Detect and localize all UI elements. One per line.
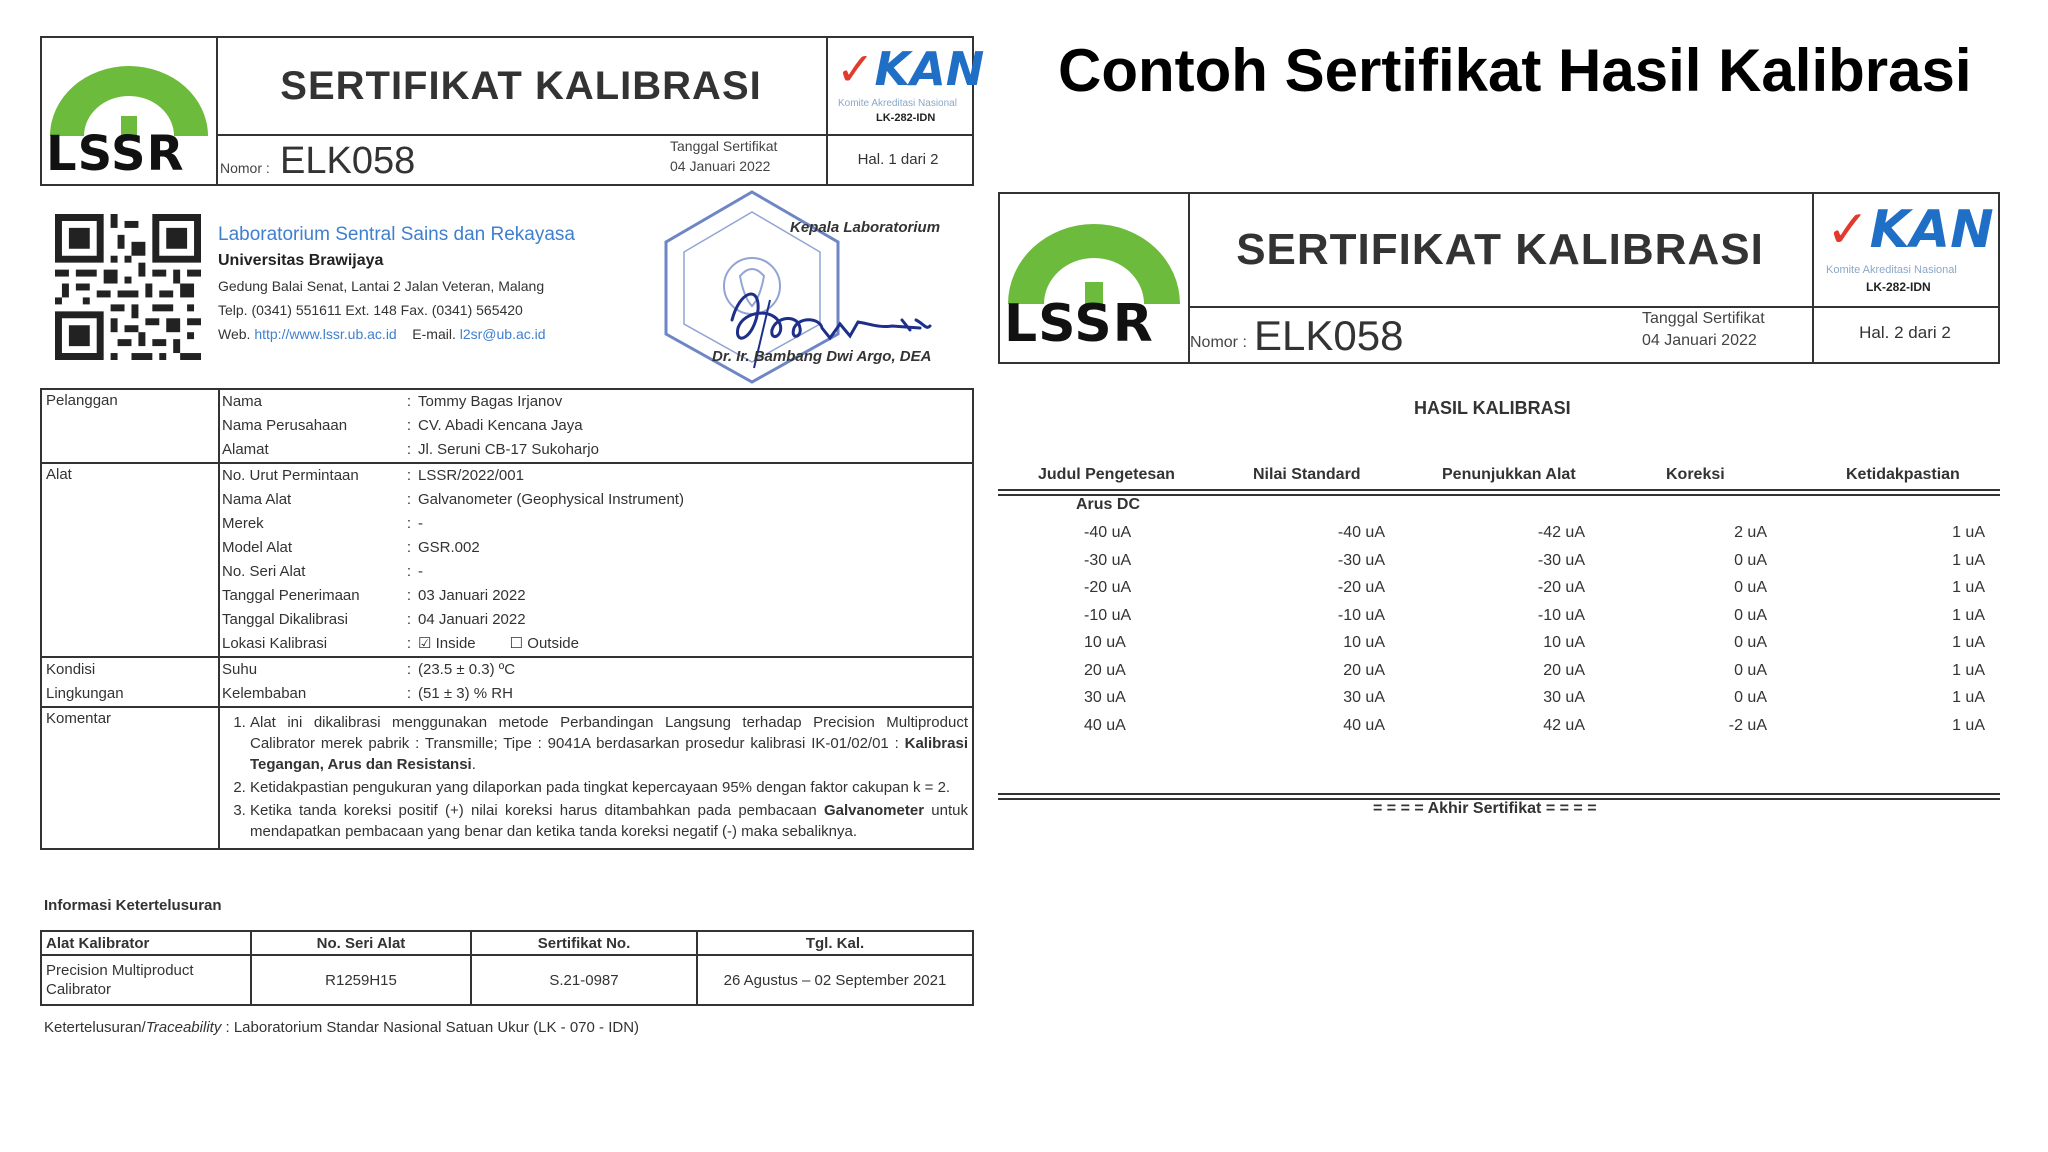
nomor-cell (1188, 304, 1814, 362)
trace-cell: 26 Agustus – 02 September 2021 (697, 955, 973, 1005)
kan-mark (836, 42, 984, 96)
detail-row (222, 414, 972, 438)
detail-row (222, 560, 972, 584)
result-cell: 1 uA (1952, 579, 1985, 596)
lab-university: Universitas Brawijaya (218, 252, 384, 269)
tanggal-value: 04 Januari 2022 (670, 158, 771, 174)
trace-note-text: : Laboratorium Standar Nasional Satuan Ukur (LK - 070 - IDN) (221, 1019, 640, 1036)
page-number-text: Hal. 2 dari 2 (1859, 323, 1951, 342)
trace-cell: R1259H15 (251, 955, 471, 1005)
row-value: Galvanometer (Geophysical Instrument) (418, 491, 684, 508)
certificate-header-page2 (998, 192, 2000, 364)
lssr-logo (42, 38, 218, 184)
result-cell: -10 uA (1084, 606, 1132, 624)
komentar-item-2 (250, 777, 968, 798)
row-colon: : (406, 685, 412, 702)
row-key: Nama (222, 393, 263, 410)
section-label-pelanggan: Pelanggan (46, 392, 118, 409)
head-name: Dr. Ir. Bambang Dwi Argo, DEA (712, 348, 932, 365)
lab-address: Gedung Balai Senat, Lantai 2 Jalan Veteran, Malang (218, 278, 545, 294)
row-key: Nama Alat (222, 491, 292, 508)
result-cell: 30 uA (1084, 689, 1126, 706)
result-cell: 30 uA (1543, 689, 1585, 706)
checkbox-inside-icon[interactable]: ☑ (418, 635, 432, 652)
komentar-2-text: Ketidakpastian pengukuran yang dilaporkan pada tingkat kepercayaan 95% dengan faktor cakupan k = 2. (250, 779, 951, 796)
result-cell: 20 uA (1543, 661, 1585, 679)
traceability-title: Informasi Ketertelusuran (44, 897, 222, 914)
komentar-3-text: Ketika tanda koreksi positif (+) nilai koreksi harus ditambahkan pada pembacaan (250, 802, 824, 819)
row-key: Alamat (222, 441, 269, 458)
komentar-body (218, 708, 972, 848)
result-cell: 1 uA (1952, 661, 1985, 679)
row-value: (51 ± 3) % RH (418, 685, 513, 702)
row-colon: : (406, 467, 412, 484)
result-cell: -2 uA (1728, 716, 1767, 734)
results-header-judul: Judul Pengetesan (1038, 466, 1175, 483)
tanggal-value: 04 Januari 2022 (1642, 332, 1757, 349)
section-label-alat: Alat (46, 466, 72, 483)
row-key: No. Urut Permintaan (222, 467, 359, 484)
certificate-title-text: SERTIFIKAT KALIBRASI (280, 63, 762, 108)
results-header-penunjukkan: Penunjukkan Alat (1442, 466, 1576, 483)
details-table (40, 388, 974, 850)
komentar-item-3 (250, 800, 968, 842)
nomor-label: Nomor : (1190, 334, 1247, 351)
row-value: - (418, 563, 423, 580)
result-cell: -20 uA (1084, 579, 1132, 596)
traceability-header-row (41, 931, 973, 955)
komentar-3-end: untuk mendapatkan pembacaan yang benar dan ketika tanda koreksi negatif (-) maka sebaliknya. (250, 802, 968, 840)
result-cell: 0 uA (1734, 634, 1767, 651)
row-colon: : (406, 515, 412, 532)
result-cell: 0 uA (1734, 606, 1767, 624)
row-key: Model Alat (222, 539, 293, 556)
results-header-koreksi: Koreksi (1666, 466, 1725, 483)
alat-rows (222, 464, 972, 632)
result-cell: 0 uA (1734, 579, 1767, 596)
result-cell: -30 uA (1337, 551, 1385, 569)
row-colon: : (406, 441, 412, 458)
section-label-kondisi (46, 658, 124, 706)
trace-header: Tgl. Kal. (697, 931, 973, 955)
kondisi-label-line1: Kondisi (46, 661, 96, 678)
email-label: E-mail. (412, 326, 456, 342)
row-value: (23.5 ± 0.3) ºC (418, 661, 516, 678)
lssr-logo (1000, 194, 1190, 362)
detail-row (222, 464, 972, 488)
trace-header: Alat Kalibrator (41, 931, 251, 955)
row-colon: : (406, 393, 412, 410)
kan-mark-text: KAN (874, 42, 985, 96)
row-value: Jl. Seruni CB-17 Sukoharjo (418, 441, 599, 458)
alat-body (218, 464, 972, 656)
row-value: LSSR/2022/001 (418, 467, 524, 484)
row-key: Merek (222, 515, 264, 532)
result-cell: -30 uA (1537, 551, 1585, 569)
row-colon: : (406, 611, 412, 628)
row-key: Nama Perusahaan (222, 417, 348, 434)
result-cell: 1 uA (1952, 634, 1985, 651)
result-cell: 20 uA (1084, 661, 1126, 679)
row-colon: : (406, 491, 412, 508)
row-value: - (418, 515, 423, 532)
komentar-1-end: . (471, 756, 476, 773)
result-cell: 1 uA (1952, 524, 1985, 541)
komentar-1-bold: Kalibrasi Tegangan, Arus dan Resistansi (250, 735, 968, 773)
result-cell: -42 uA (1537, 524, 1585, 541)
result-cell: 0 uA (1734, 661, 1767, 679)
row-value: 04 Januari 2022 (418, 611, 526, 628)
trace-header: No. Seri Alat (251, 931, 471, 955)
lokasi-outside-label: Outside (527, 635, 579, 652)
section-label-komentar: Komentar (46, 710, 112, 727)
results-header-nilai: Nilai Standard (1253, 466, 1361, 483)
results-footer-rule (998, 793, 2000, 795)
head-title: Kepala Laboratorium (790, 219, 941, 236)
result-cell: -40 uA (1337, 524, 1385, 541)
kan-check-icon: ✓ (1826, 200, 1870, 260)
result-cell: 0 uA (1734, 689, 1767, 706)
result-cell: 40 uA (1343, 716, 1385, 734)
lab-phone: Telp. (0341) 551611 Ext. 148 Fax. (0341) 565420 (218, 302, 523, 318)
tanggal-label: Tanggal Sertifikat (1642, 310, 1765, 327)
section-kondisi (42, 658, 972, 708)
result-cell: 1 uA (1952, 551, 1985, 569)
lssr-logo-text: LSSR (1004, 294, 1154, 354)
result-cell: 1 uA (1952, 689, 1985, 706)
kan-logo (824, 38, 985, 136)
detail-row (222, 682, 972, 706)
row-value: CV. Abadi Kencana Jaya (418, 417, 583, 434)
section-pelanggan (42, 390, 972, 464)
kan-code: LK-282-IDN (876, 112, 936, 124)
row-key: Tanggal Dikalibrasi (222, 611, 348, 628)
table-row (41, 955, 973, 1005)
row-key: Kelembaban (222, 685, 307, 702)
row-value: Tommy Bagas Irjanov (418, 393, 563, 410)
result-cell: 10 uA (1543, 634, 1585, 651)
lab-name: Laboratorium Sentral Sains dan Rekayasa (218, 224, 575, 245)
certificate-header-page1 (40, 36, 985, 186)
results-header-ketidakpastian: Ketidakpastian (1846, 466, 1960, 483)
trace-cell: S.21-0987 (471, 955, 697, 1005)
kan-logo (1812, 194, 1998, 308)
kan-code: LK-282-IDN (1866, 280, 1931, 294)
row-key: Tanggal Penerimaan (222, 587, 360, 604)
lab-web-email (218, 326, 546, 342)
result-cell: 10 uA (1343, 634, 1385, 651)
detail-row-lokasi (222, 632, 972, 656)
result-cell: -30 uA (1084, 551, 1132, 569)
result-cell: 10 uA (1084, 634, 1126, 651)
traceability-table (40, 930, 974, 1006)
row-key: Lokasi Kalibrasi (222, 635, 328, 652)
kan-subtitle: Komite Akreditasi Nasional (1826, 264, 1957, 276)
row-colon: : (406, 417, 412, 434)
result-cell: 42 uA (1543, 716, 1585, 734)
komentar-3-bold: Galvanometer (823, 802, 925, 819)
nomor-label: Nomor : (220, 160, 270, 176)
row-colon: : (406, 563, 412, 580)
kan-mark (1826, 200, 1994, 260)
kan-mark-text: KAN (1869, 200, 1994, 260)
row-colon: : (406, 587, 412, 604)
checkbox-outside-icon[interactable]: ☐ (509, 635, 524, 652)
row-value: 03 Januari 2022 (418, 587, 526, 604)
web-link[interactable]: http://www.lssr.ub.ac.id (254, 326, 397, 342)
trace-cell: Precision Multiproduct Calibrator (41, 955, 251, 1005)
kondisi-label-line2: Lingkungan (46, 685, 124, 702)
web-label: Web. (218, 326, 251, 342)
slide-title: Contoh Sertifikat Hasil Kalibrasi (1058, 37, 1972, 104)
qr-code-icon (50, 214, 206, 360)
detail-row (222, 536, 972, 560)
komentar-item-1 (250, 712, 968, 775)
result-cell: 30 uA (1343, 689, 1385, 706)
result-cell: 40 uA (1084, 716, 1126, 734)
result-cell: -10 uA (1337, 606, 1385, 624)
certificate-title (1188, 194, 1814, 308)
page-number (824, 134, 972, 184)
result-cell: 20 uA (1343, 661, 1385, 679)
detail-row (222, 438, 972, 462)
komentar-1-text: Alat ini dikalibrasi menggunakan metode Perbandingan Langsung terhadap Precision Multiproduct Calibrator merek pabrik : Transmille; Tipe : 9041A berdasarkan prosedur kalibrasi IK-01/02/01 : (250, 714, 968, 752)
results-header-rule (998, 489, 2000, 491)
results-title: HASIL KALIBRASI (1414, 398, 1571, 418)
pelanggan-rows (218, 390, 972, 462)
row-colon: : (406, 661, 412, 678)
detail-row (222, 488, 972, 512)
result-cell: -10 uA (1537, 606, 1585, 624)
trace-header: Sertifikat No. (471, 931, 697, 955)
result-cell: -20 uA (1337, 579, 1385, 596)
lokasi-inside-label: Inside (435, 635, 476, 652)
result-cell: -40 uA (1084, 524, 1132, 541)
email-link[interactable]: l2sr@ub.ac.id (459, 326, 546, 342)
result-cell: 0 uA (1734, 551, 1767, 569)
detail-row (222, 512, 972, 536)
kan-subtitle: Komite Akreditasi Nasional (838, 98, 957, 109)
section-alat (42, 464, 972, 658)
result-cell: 1 uA (1952, 606, 1985, 624)
kan-check-icon: ✓ (836, 42, 875, 96)
nomor-value: ELK058 (1254, 312, 1404, 359)
detail-row (222, 584, 972, 608)
nomor-cell (216, 134, 828, 184)
results-group-label: Arus DC (1076, 496, 1141, 513)
page-number-text: Hal. 1 dari 2 (857, 150, 939, 168)
kondisi-rows (218, 658, 972, 706)
result-cell: -20 uA (1537, 579, 1585, 596)
detail-row (222, 608, 972, 632)
section-komentar (42, 708, 972, 848)
end-of-certificate: = = = = Akhir Sertifikat = = = = (1373, 800, 1597, 817)
certificate-title (216, 38, 828, 136)
lssr-logo-text: LSSR (46, 126, 185, 182)
page-number (1812, 304, 1998, 362)
result-cell: 1 uA (1952, 716, 1985, 734)
detail-row (222, 390, 972, 414)
row-value: GSR.002 (418, 539, 480, 556)
row-colon: : (406, 635, 412, 652)
tanggal-label: Tanggal Sertifikat (670, 138, 778, 154)
trace-note-label: Ketertelusuran/ (44, 1019, 146, 1036)
row-colon: : (406, 539, 412, 556)
row-key: No. Seri Alat (222, 563, 306, 580)
results-header-rule (998, 494, 2000, 496)
nomor-value: ELK058 (280, 140, 416, 182)
trace-note-italic: Traceability (145, 1019, 222, 1036)
detail-row (222, 658, 972, 682)
certificate-title-text: SERTIFIKAT KALIBRASI (1236, 225, 1764, 274)
row-key: Suhu (222, 661, 258, 678)
result-cell: 2 uA (1734, 524, 1767, 541)
traceability-note (44, 1019, 639, 1036)
